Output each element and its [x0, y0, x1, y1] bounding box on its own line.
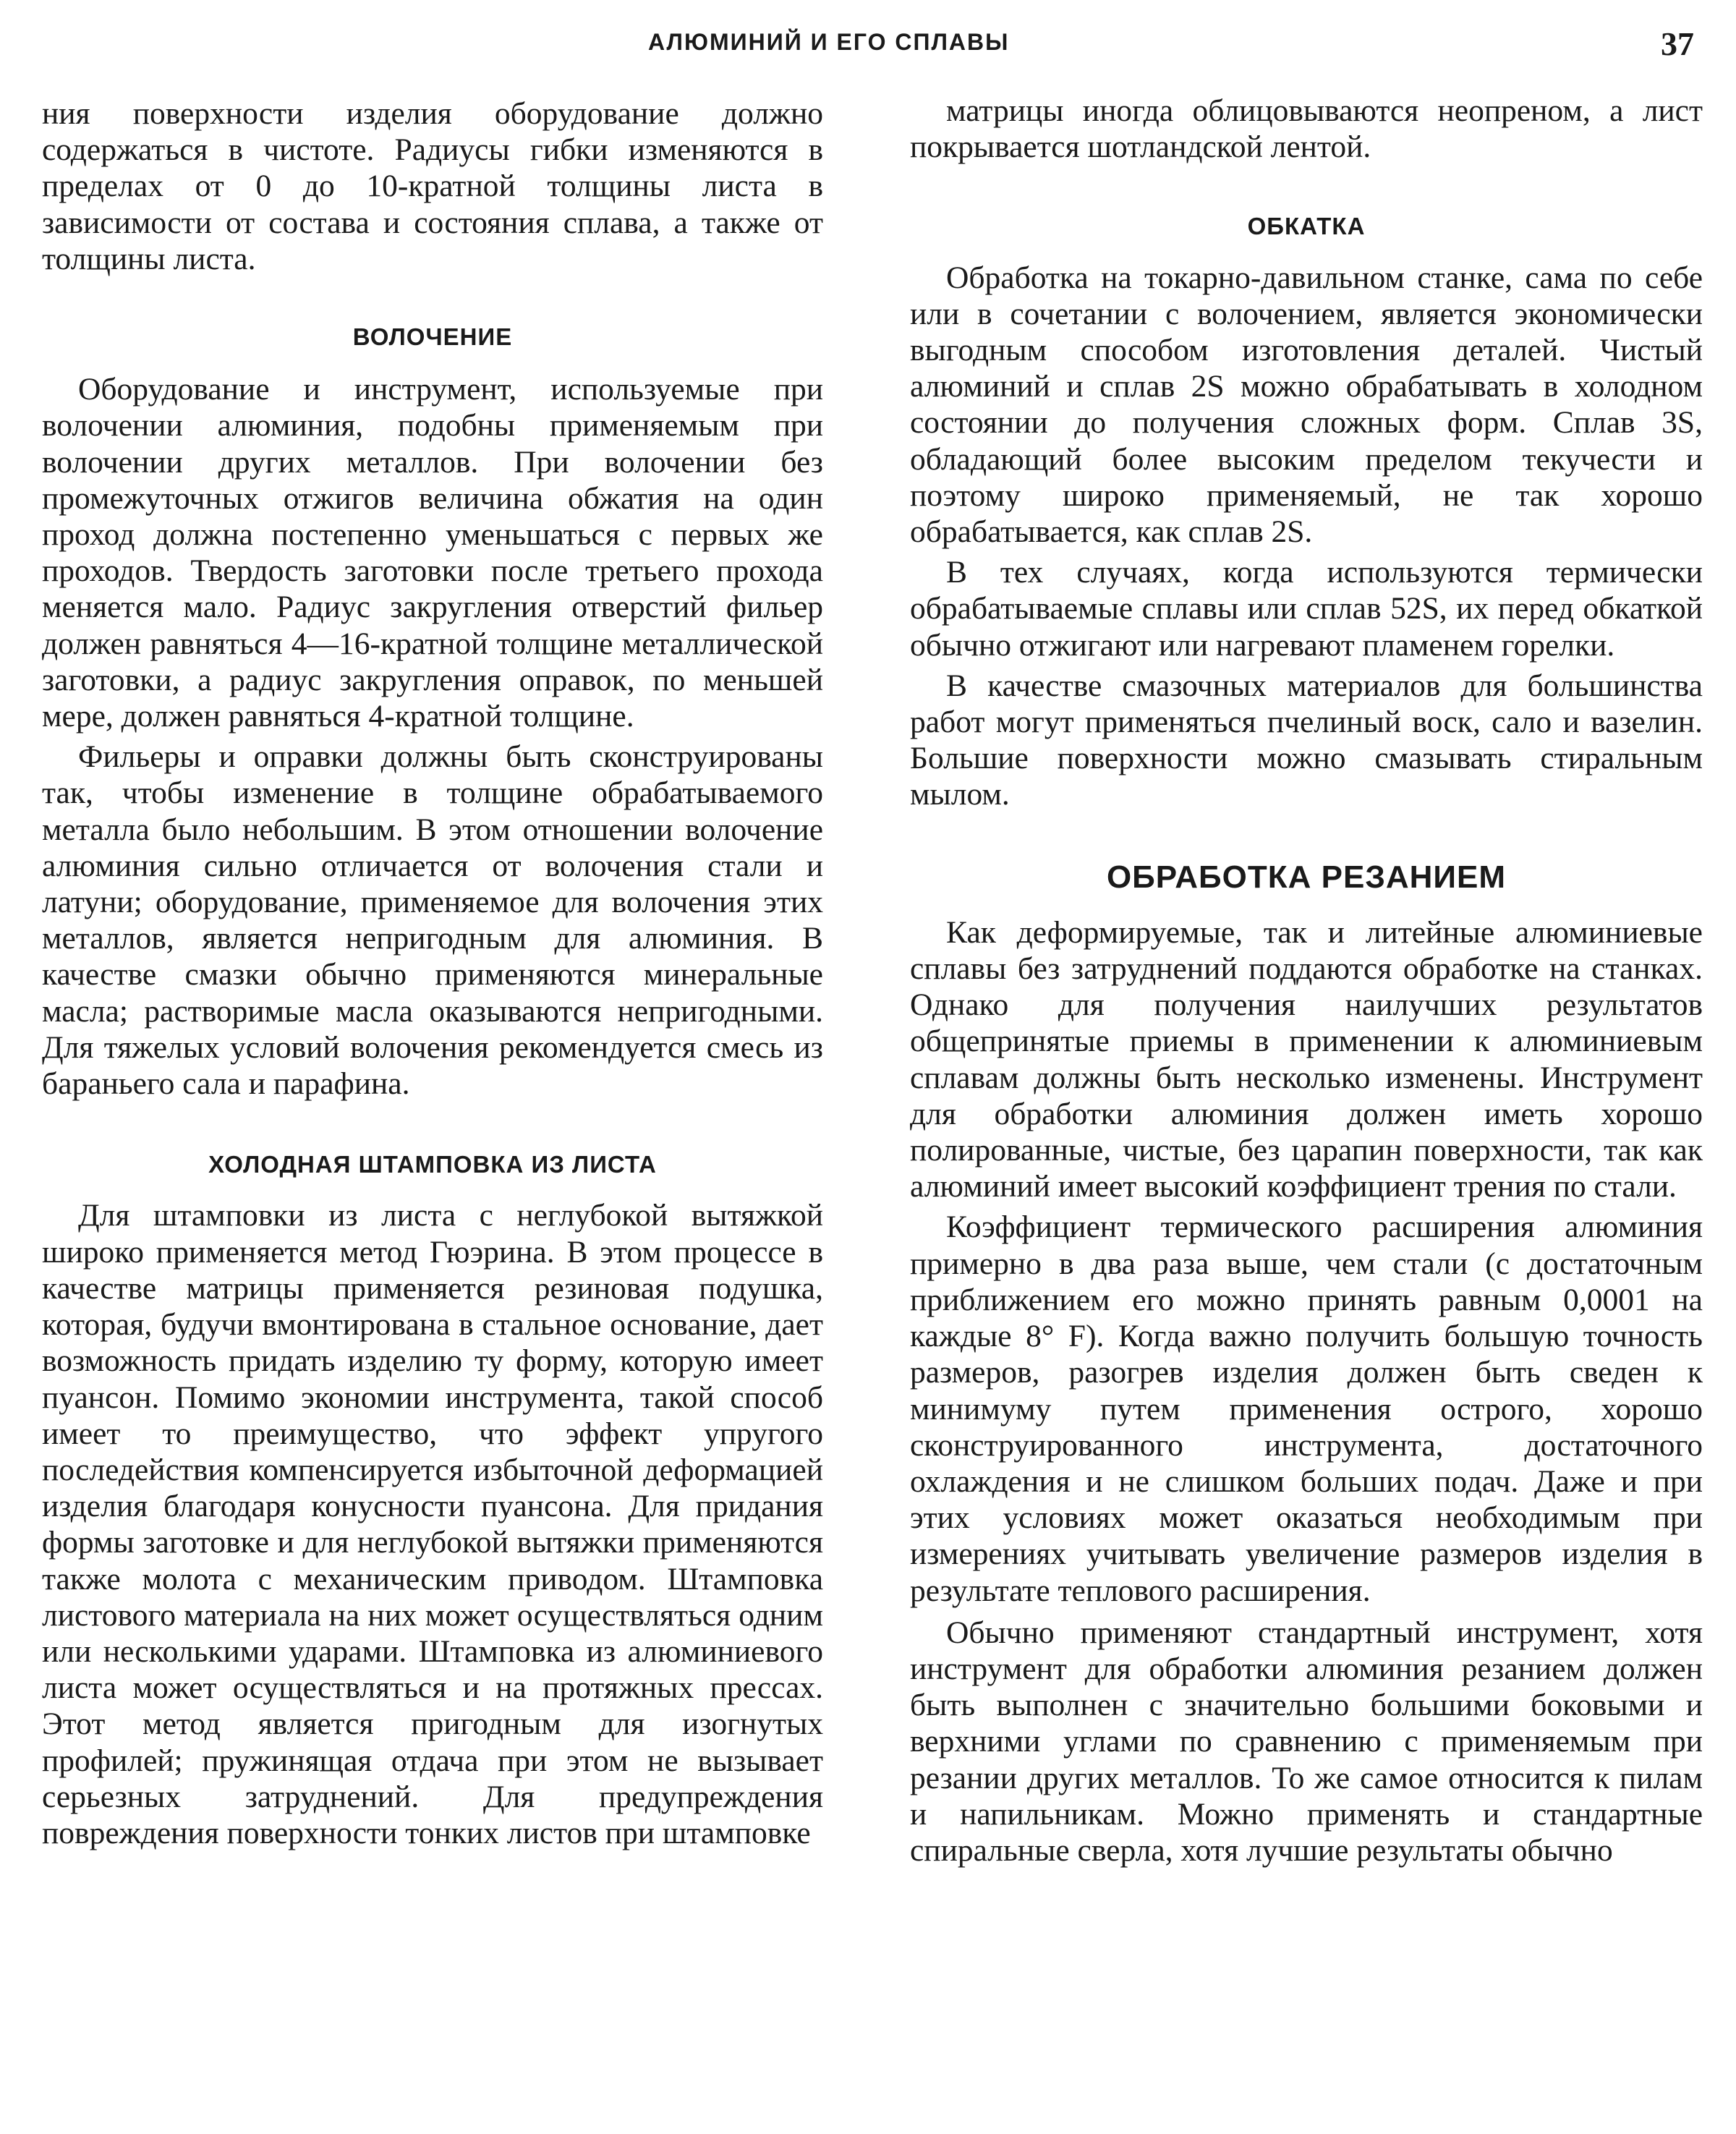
paragraph-spinning-2: В тех случаях, когда используются термически обрабатываемые сплавы или сплав 52S, их перед обкаткой обычно отжигают или нагревают пламенем горелки. — [910, 555, 1703, 663]
paragraph-stamping: Для штамповки из листа с неглубокой вытяжкой широко применяется метод Гюэрина. В этом процессе в качестве матрицы применяется резиновая подушка, которая, будучи вмонтирована в стальное основание, дает возможность придать изделию ту форму, которую имеет пуансон. Помимо экономии инструмента, такой способ имеет то преимущество, что эффект упругого последействия компенсируется избыточной деформацией изделия благодаря конусности пуансона. Для придания формы заготовке и для неглубокой вытяжки применяются также молота с механическим приводом. Штамповка листового материала на них может осуществляться одним или несколькими ударами. Штамповка из алюминиевого листа может осуществляться и на протяжных прессах. Этот метод является пригодным для изогнутых профилей; пружинящая отдача при этом не вызывает серьезных затруднений. Для предупреждения повреждения поверхности тонких листов при штамповке — [42, 1198, 823, 1850]
paragraph-spinning-1: Обработка на токарно-давильном станке, сама по себе или в сочетании с волочением, является экономически выгодным способом изготовления деталей. Чистый алюминий и сплав 2S можно обрабатывать в холодном состоянии до получения сложных форм. Сплав 3S, обладающий более высоким пределом текучести и поэтому широко применяемый, не так хорошо обрабатывается, как сплав 2S. — [910, 260, 1703, 550]
section-heading-drawing: ВОЛОЧЕНИЕ — [352, 323, 513, 351]
section-heading-stamping: ХОЛОДНАЯ ШТАМПОВКА ИЗ ЛИСТА — [208, 1151, 657, 1178]
paragraph-machining-1: Как деформируемые, так и литейные алюминиевые сплавы без затруднений поддаются обработке на станках. Однако для получения наилучших результатов общепринятые приемы в применении к алюминиевым сплавам должны быть несколько изменены. Инструмент для обработки алюминия должен иметь хорошо полированные, чистые, без царапин поверхности, так как алюминий имеет высокий коэффициент трения по стали. — [910, 914, 1703, 1204]
page-header — [0, 25, 1736, 68]
paragraph-drawing-1: Оборудование и инструмент, используемые при волочении алюминия, подобны применяемым при волочении других металлов. При волочении без промежуточных отжигов величина обжатия на один проход должна постепенно уменьшаться с первых же проходов. Твердость заготовки после третьего прохода меняется мало. Радиус закругления отверстий фильер должен равняться 4—16-кратной толщине металлической заготовки, а радиус закругления оправок, по меньшей мере, должен равняться 4-кратной толщине. — [42, 372, 823, 734]
paragraph-drawing-2: Фильеры и оправки должны быть сконструированы так, чтобы изменение в толщине обрабатываемого металла было небольшим. В этом отношении волочение алюминия сильно отличается от волочения стали и латуни; оборудование, применяемое для волочения этих металлов, является непригодным для алюминия. В качестве смазки обычно применяются минеральные масла; растворимые масла оказываются непригодными. Для тяжелых условий волочения рекомендуется смесь из бараньего сала и парафина. — [42, 739, 823, 1102]
paragraph-machining-2: Коэффициент термического расширения алюминия примерно в два раза выше, чем стали (с достаточным приближением его можно принять равным 0,0001 на каждые 8° F). Когда важно получить большую точность размеров, разогрев изделия должен быть сведен к минимуму путем применения острого, хорошо сконструированного инструмента, достаточного охлаждения и не слишком больших подач. Даже и при этих условиях может оказаться необходимым при измерениях учитывать увеличение размеров изделия в результате теплового расширения. — [910, 1210, 1703, 1608]
paragraph-machining-3: Обычно применяют стандартный инструмент, хотя инструмент для обработки алюминия резанием должен быть выполнен с значительно большими боковыми и верхними углами по сравнению с применяемым при резании других металлов. То же самое относится к пилам и напильникам. Можно применять и стандартные спиральные сверла, хотя лучшие результаты обычно — [910, 1615, 1703, 1868]
page-number: 37 — [1661, 25, 1694, 62]
chapter-heading-machining: ОБРАБОТКА РЕЗАНИЕМ — [1106, 859, 1507, 895]
section-heading-spinning: ОБКАТКА — [1247, 213, 1366, 240]
running-title: АЛЮМИНИЙ И ЕГО СПЛАВЫ — [648, 29, 1010, 55]
right-column — [910, 93, 1703, 1869]
left-column — [42, 95, 823, 1851]
paragraph-continued: ния поверхности изделия оборудование должно содержаться в чистоте. Радиусы гибки изменяются в пределах от 0 до 10-кратной толщины листа в зависимости от состава и состояния сплава, а также от толщины листа. — [42, 96, 823, 276]
paragraph-spinning-3: В качестве смазочных материалов для большинства работ могут применяться пчелиный воск, сало и вазелин. Большие поверхности можно смазывать стиральным мылом. — [910, 668, 1703, 812]
paragraph-continued-right: матрицы иногда облицовываются неопреном, а лист покрывается шотландской лентой. — [910, 93, 1703, 165]
